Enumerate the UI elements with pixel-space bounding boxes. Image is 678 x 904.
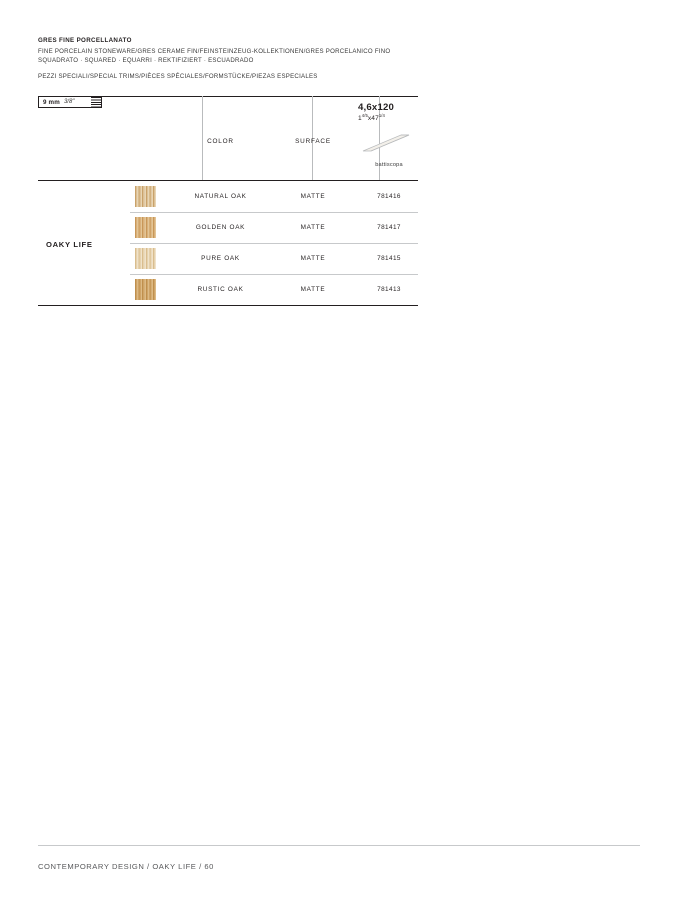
trim-caption: battiscopa bbox=[375, 162, 403, 168]
table-row[interactable] bbox=[38, 274, 418, 305]
size-imperial bbox=[358, 113, 418, 122]
footer-text: CONTEMPORARY DESIGN / OAKY LIFE / 60 bbox=[38, 862, 214, 871]
battiscopa-shape-icon bbox=[361, 132, 411, 154]
thickness-badge bbox=[38, 96, 102, 108]
page-title: GRES FINE PORCELLANATO bbox=[38, 37, 132, 44]
cell-color: PURE OAK bbox=[201, 255, 240, 262]
cell-color: GOLDEN OAK bbox=[195, 224, 246, 231]
table-bottom-rule bbox=[38, 305, 418, 306]
size-block bbox=[358, 102, 418, 122]
header-subtitle-line2: SQUADRATO · SQUARED · EQUARRI · REKTIFIZIERT · ESCUADRADO bbox=[38, 57, 254, 64]
thickness-inch: 3/8" bbox=[63, 99, 75, 105]
column-header-surface: SURFACE bbox=[295, 138, 331, 145]
special-trims-line: PEZZI SPECIALI/SPECIAL TRIMS/PIÈCES SPÉCIALES/FORMSTÜCKE/PIEZAS ESPECIALES bbox=[38, 73, 318, 80]
size-imperial-prefix: 1 bbox=[358, 115, 362, 123]
color-swatch bbox=[135, 217, 156, 238]
cell-code: 781417 bbox=[377, 224, 401, 231]
size-imperial-mid: x47 bbox=[367, 115, 379, 123]
size-imperial-sup1: 4/5 bbox=[361, 113, 368, 118]
table-row[interactable] bbox=[38, 212, 418, 243]
color-swatch bbox=[135, 279, 156, 300]
series-name: OAKY LIFE bbox=[46, 240, 93, 249]
color-swatch bbox=[135, 186, 156, 207]
color-swatch bbox=[135, 248, 156, 269]
column-header-color: COLOR bbox=[207, 138, 234, 145]
thickness-mm: 9 mm bbox=[43, 98, 60, 106]
header-block bbox=[38, 37, 598, 65]
cell-color: RUSTIC OAK bbox=[197, 286, 244, 293]
cell-surface: MATTE bbox=[300, 255, 326, 262]
cell-surface: MATTE bbox=[300, 286, 326, 293]
footer-divider bbox=[38, 845, 640, 846]
header-subtitle-line1: FINE PORCELAIN STONEWARE/GRES CERAME FIN/FEINSTEINZEUG-KOLLEKTIONEN/GRES PORCELANICO FINO bbox=[38, 48, 391, 55]
table-row[interactable] bbox=[38, 243, 418, 274]
table-row[interactable] bbox=[38, 181, 418, 212]
cell-code: 781415 bbox=[377, 255, 401, 262]
thickness-hatch-icon bbox=[91, 97, 101, 107]
table-header-row bbox=[38, 96, 418, 180]
size-imperial-sup2: 1/4 bbox=[378, 113, 385, 118]
cell-code: 781413 bbox=[377, 286, 401, 293]
cell-code: 781416 bbox=[377, 193, 401, 200]
table-body bbox=[38, 181, 418, 305]
cell-surface: MATTE bbox=[300, 224, 326, 231]
cell-color: NATURAL OAK bbox=[194, 193, 247, 200]
size-metric: 4,6x120 bbox=[358, 102, 395, 113]
cell-surface: MATTE bbox=[300, 193, 326, 200]
